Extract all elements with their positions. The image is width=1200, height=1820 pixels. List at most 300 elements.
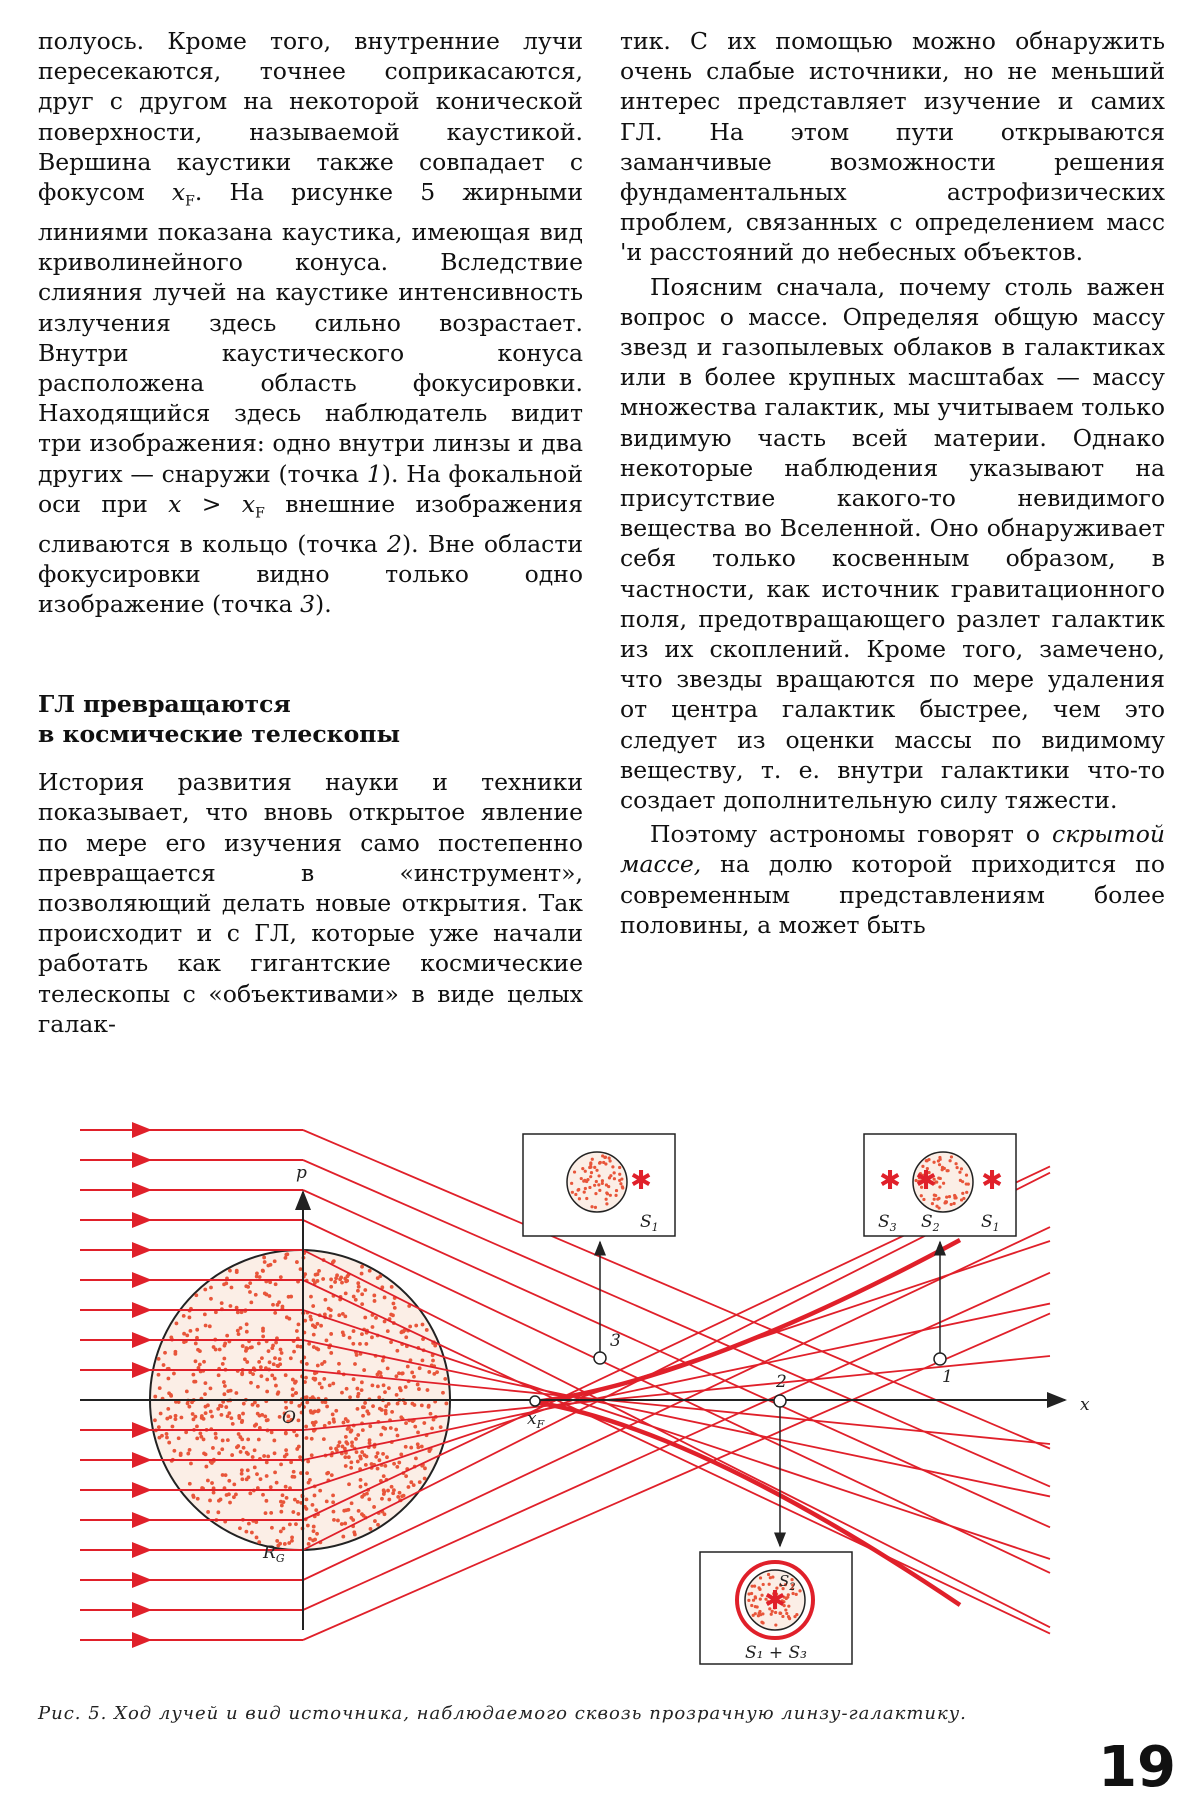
lens-dot: [343, 1522, 347, 1526]
text-run: на долю которой приходится по современным представлениям более половины, а может быть: [620, 850, 1165, 939]
lens-dot: [255, 1472, 259, 1476]
focus-sub: F: [536, 1418, 545, 1431]
lens-dot: [363, 1288, 367, 1292]
lens-dot: [266, 1418, 270, 1422]
inset-dot: [606, 1192, 609, 1195]
lens-dot: [430, 1427, 434, 1431]
lens-dot: [278, 1362, 282, 1366]
inset-dot: [573, 1170, 576, 1173]
right-paragraph-3: [620, 819, 1165, 940]
inset-dot: [589, 1165, 592, 1168]
inset-dot: [933, 1198, 936, 1201]
left-paragraph-1: [38, 26, 583, 619]
lens-dot: [337, 1313, 341, 1317]
lens-dot: [266, 1454, 270, 1458]
inset-dot: [935, 1205, 938, 1208]
inset-dot: [750, 1592, 753, 1595]
lens-dot: [247, 1475, 251, 1479]
lens-dot: [362, 1405, 366, 1409]
lens-dot: [265, 1474, 269, 1478]
lens-dot: [334, 1409, 338, 1413]
lens-dot: [359, 1485, 363, 1489]
lens-dot: [165, 1436, 169, 1440]
lens-dot: [412, 1375, 416, 1379]
figure-caption: Рис. 5. Ход лучей и вид источника, наблюдаемого сквозь прозрачную линзу-галактику.: [38, 1703, 967, 1724]
inset-dot: [967, 1183, 970, 1186]
lens-dot: [313, 1538, 317, 1542]
lens-dot: [410, 1371, 414, 1375]
inset-dot: [946, 1169, 949, 1172]
lens-dot: [274, 1384, 278, 1388]
lens-dot: [222, 1282, 226, 1286]
lens-dot: [220, 1413, 224, 1417]
lens-dot: [423, 1477, 427, 1481]
inset-dot: [960, 1167, 963, 1170]
lens-dot: [291, 1510, 295, 1514]
point-3-marker: [594, 1352, 606, 1364]
lens-dot: [420, 1403, 424, 1407]
inset-dot: [605, 1198, 608, 1201]
lens-dot: [188, 1316, 192, 1320]
lens-dot: [360, 1302, 364, 1306]
inset-dot: [950, 1155, 953, 1158]
lens-dot: [273, 1259, 277, 1263]
lens-dot: [338, 1440, 342, 1444]
lens-dot: [305, 1395, 309, 1399]
focus-point: [530, 1396, 540, 1406]
lens-dot: [357, 1509, 361, 1513]
lens-dot: [426, 1388, 430, 1392]
lens-dot: [305, 1400, 309, 1404]
lens-dot: [206, 1403, 210, 1407]
inset-dot: [582, 1180, 585, 1183]
lens-dot: [194, 1380, 198, 1384]
lens-dot: [248, 1290, 252, 1294]
lens-dot: [203, 1312, 207, 1316]
lens-dot: [322, 1437, 326, 1441]
lens-dot: [289, 1356, 293, 1360]
lens-dot: [382, 1383, 386, 1387]
inset-dot: [767, 1573, 770, 1576]
lens-dot: [241, 1344, 245, 1348]
heading-line-1: ГЛ превращаются: [38, 690, 291, 719]
lens-dot: [284, 1373, 288, 1377]
text-run: Поэтому астрономы говорят о: [650, 820, 1053, 849]
lens-dot: [398, 1491, 402, 1495]
inset-dot: [931, 1202, 934, 1205]
lens-dot: [304, 1376, 308, 1380]
inset-dot: [601, 1179, 604, 1182]
lens-dot: [250, 1345, 254, 1349]
lens-dot: [386, 1329, 390, 1333]
lens-dot: [403, 1401, 407, 1405]
lens-dot: [385, 1455, 389, 1459]
lens-dot: [386, 1366, 390, 1370]
lens-dot: [319, 1324, 323, 1328]
ray-diagram-svg: [0, 1090, 1200, 1700]
lens-dot: [273, 1451, 277, 1455]
lens-dot: [261, 1493, 265, 1497]
left-paragraph-2: История развития науки и техники показывает, что вновь открытое явление по мере его изучения само постепенно превращается в «инструмент», позволяющий делать новые открытия. Так происходит и с ГЛ, которые уже начали работать как гигантские космические телескопы с «объективами» в виде целых галак-: [38, 768, 583, 1038]
lens-dot: [368, 1438, 372, 1442]
lens-dot: [310, 1453, 314, 1457]
lens-dot: [265, 1390, 269, 1394]
lens-dot: [257, 1360, 261, 1364]
lens-dot: [284, 1253, 288, 1257]
lens-dot: [320, 1362, 324, 1366]
lens-dot: [305, 1498, 309, 1502]
lens-dot: [340, 1522, 344, 1526]
inset-dot: [795, 1613, 798, 1616]
lens-dot: [379, 1433, 383, 1437]
lens-dot: [431, 1359, 435, 1363]
lens-dot: [217, 1451, 221, 1455]
lens-dot: [312, 1333, 316, 1337]
lens-dot: [418, 1366, 422, 1370]
lens-dot: [373, 1299, 377, 1303]
inset-dot: [589, 1161, 592, 1164]
lens-dot: [244, 1284, 248, 1288]
lens-dot: [214, 1432, 218, 1436]
inset-dot: [757, 1586, 760, 1589]
lens-dot: [397, 1461, 401, 1465]
lens-dot: [222, 1380, 226, 1384]
inset-2-sum-label: S₁ + S₃: [745, 1643, 807, 1663]
lens-dot: [245, 1451, 249, 1455]
lens-dot: [204, 1381, 208, 1385]
lens-dot: [382, 1474, 386, 1478]
inset-dot: [922, 1198, 925, 1201]
page-number: 19: [1098, 1735, 1176, 1800]
inset-dot: [604, 1156, 607, 1159]
lens-dot: [364, 1463, 368, 1467]
lens-dot: [349, 1430, 353, 1434]
lens-dot: [395, 1393, 399, 1397]
lens-dot: [378, 1407, 382, 1411]
lens-dot: [361, 1428, 365, 1432]
lens-dot: [386, 1489, 390, 1493]
lens-dot: [404, 1421, 408, 1425]
point-ref-1: 1: [366, 459, 382, 488]
inset-dot: [589, 1175, 592, 1178]
lens-dot: [223, 1384, 227, 1388]
lens-dot: [350, 1501, 354, 1505]
lens-dot: [230, 1453, 234, 1457]
point-ref-2: 2: [387, 529, 402, 558]
lens-dot: [282, 1527, 286, 1531]
inset-dot: [571, 1191, 574, 1194]
lens-dot: [237, 1416, 241, 1420]
s-letter: S: [981, 1212, 993, 1232]
lens-dot: [238, 1435, 242, 1439]
inset-dot: [608, 1157, 611, 1160]
lens-dot: [229, 1416, 233, 1420]
lens-dot: [374, 1455, 378, 1459]
lens-dot: [383, 1464, 387, 1468]
lens-dot: [198, 1349, 202, 1353]
lens-dot: [393, 1306, 397, 1310]
lens-dot: [260, 1356, 264, 1360]
lens-dot: [162, 1363, 166, 1367]
lens-dot: [292, 1470, 296, 1474]
lens-dot: [195, 1424, 199, 1428]
lens-dot: [362, 1368, 366, 1372]
lens-dot: [287, 1317, 291, 1321]
lens-dot: [371, 1404, 375, 1408]
lens-dot: [344, 1464, 348, 1468]
lens-dot: [196, 1497, 200, 1501]
lens-dot: [336, 1444, 340, 1448]
lens-dot: [239, 1326, 243, 1330]
lens-dot: [270, 1526, 274, 1530]
inset-dot: [591, 1158, 594, 1161]
inset-dot: [588, 1186, 591, 1189]
lens-dot: [297, 1418, 301, 1422]
lens-dot: [217, 1373, 221, 1377]
inset-dot: [759, 1576, 762, 1579]
inset-dot: [753, 1584, 756, 1587]
lens-dot: [249, 1381, 253, 1385]
lens-dot: [194, 1359, 198, 1363]
inset-dot: [771, 1575, 774, 1578]
lens-dot: [394, 1428, 398, 1432]
inset-dot: [594, 1192, 597, 1195]
lens-dot: [360, 1450, 364, 1454]
lens-dot: [204, 1411, 208, 1415]
lens-dot: [223, 1344, 227, 1348]
lens-dot: [211, 1446, 215, 1450]
inset-dot: [598, 1162, 601, 1165]
lens-dot: [280, 1504, 284, 1508]
lens-dot: [180, 1416, 184, 1420]
inset-dot: [581, 1167, 584, 1170]
s-sub: 1: [651, 1221, 659, 1234]
inset-dot: [580, 1177, 583, 1180]
lens-dot: [285, 1496, 289, 1500]
lens-dot: [250, 1531, 254, 1535]
lens-dot: [208, 1324, 212, 1328]
lens-dot: [189, 1329, 193, 1333]
lens-dot: [261, 1335, 265, 1339]
star-icon: ✱: [915, 1166, 937, 1196]
lens-dot: [243, 1357, 247, 1361]
lens-dot: [325, 1499, 329, 1503]
inset-dot: [939, 1177, 942, 1180]
lens-dot: [274, 1341, 278, 1345]
lens-dot: [316, 1364, 320, 1368]
inset-dot: [584, 1187, 587, 1190]
lens-dot: [292, 1350, 296, 1354]
inset-dot: [949, 1159, 952, 1162]
lens-dot: [187, 1405, 191, 1409]
symbol-sub: F: [185, 193, 195, 210]
lens-dot: [224, 1405, 228, 1409]
lens-dot: [309, 1409, 313, 1413]
s-letter: S: [921, 1212, 933, 1232]
lens-dot: [214, 1436, 218, 1440]
lens-dot: [240, 1371, 244, 1375]
text-run: ).: [315, 590, 332, 619]
inset-dot: [757, 1614, 760, 1617]
lens-dot: [399, 1388, 403, 1392]
lens-dot: [360, 1292, 364, 1296]
inset-dot: [925, 1159, 928, 1162]
text-run: ). На фокальной оси при: [38, 459, 583, 518]
inset-dot: [618, 1166, 621, 1169]
lens-dot: [284, 1448, 288, 1452]
lens-dot: [189, 1462, 193, 1466]
lens-dot: [297, 1404, 301, 1408]
lens-dot: [443, 1377, 447, 1381]
inset-dot: [593, 1166, 596, 1169]
lens-dot: [296, 1512, 300, 1516]
lens-dot: [163, 1351, 167, 1355]
inset-dot: [611, 1165, 614, 1168]
inset-dot: [605, 1202, 608, 1205]
lens-dot: [160, 1434, 164, 1438]
lens-dot: [263, 1260, 267, 1264]
lens-dot: [372, 1505, 376, 1509]
lens-dot: [262, 1454, 266, 1458]
lens-dot: [267, 1349, 271, 1353]
lens-dot: [332, 1420, 336, 1424]
lens-dot: [218, 1348, 222, 1352]
radius-r: R: [263, 1543, 276, 1563]
lens-dot: [399, 1452, 403, 1456]
lens-dot: [208, 1499, 212, 1503]
inset-dot: [620, 1177, 623, 1180]
lens-dot: [357, 1392, 361, 1396]
lens-dot: [198, 1363, 202, 1367]
inset-dot: [788, 1617, 791, 1620]
lens-dot: [404, 1445, 408, 1449]
inset-dot: [754, 1595, 757, 1598]
lens-dot: [421, 1358, 425, 1362]
inset-point-3: [523, 1134, 675, 1236]
lens-dot: [229, 1389, 233, 1393]
lens-dot: [335, 1273, 339, 1277]
lens-dot: [359, 1478, 363, 1482]
lens-dot: [153, 1395, 157, 1399]
lens-dot: [352, 1329, 356, 1333]
lens-dot: [248, 1281, 252, 1285]
lens-dot: [159, 1412, 163, 1416]
lens-dot: [392, 1302, 396, 1306]
lens-dot: [236, 1329, 240, 1333]
lens-dot: [251, 1372, 255, 1376]
lens-dot: [354, 1437, 358, 1441]
lens-dot: [209, 1410, 213, 1414]
lens-dot: [361, 1414, 365, 1418]
lens-dot: [416, 1442, 420, 1446]
lens-dot: [316, 1279, 320, 1283]
lens-dot: [237, 1332, 241, 1336]
lens-dot: [273, 1311, 277, 1315]
inset-dot: [609, 1174, 612, 1177]
lens-dot: [342, 1421, 346, 1425]
lens-dot: [376, 1384, 380, 1388]
lens-dot: [256, 1385, 260, 1389]
lens-dot: [314, 1508, 318, 1512]
inset-dot: [601, 1154, 604, 1157]
inset-dot: [595, 1169, 598, 1172]
lens-dot: [360, 1380, 364, 1384]
lens-dot: [422, 1421, 426, 1425]
lens-dot: [354, 1298, 358, 1302]
lens-dot: [344, 1291, 348, 1295]
lens-dot: [222, 1392, 226, 1396]
lens-dot: [383, 1390, 387, 1394]
lens-dot: [316, 1409, 320, 1413]
lens-dot: [220, 1301, 224, 1305]
lens-dot: [235, 1269, 239, 1273]
lens-dot: [279, 1510, 283, 1514]
lens-dot: [312, 1377, 316, 1381]
inset-dot: [614, 1194, 617, 1197]
text-run: полуось. Кроме того, внутренние лучи пересекаются, точнее соприкасаются, друг с другом на некоторой коничеcкой поверхности, называемой каустикой. Вершина каустики также совпадает с фокусом: [38, 27, 583, 207]
inset-dot: [960, 1198, 963, 1201]
lens-dot: [356, 1281, 360, 1285]
lens-dot: [372, 1294, 376, 1298]
lens-dot: [305, 1362, 309, 1366]
lens-dot: [246, 1437, 250, 1441]
lens-dot: [242, 1402, 246, 1406]
lens-dot: [326, 1471, 330, 1475]
lens-dot: [179, 1452, 183, 1456]
lens-dot: [382, 1488, 386, 1492]
lens-dot: [340, 1281, 344, 1285]
lens-dot: [251, 1403, 255, 1407]
inset-dot: [774, 1623, 777, 1626]
lens-dot: [404, 1385, 408, 1389]
inset-dot: [942, 1182, 945, 1185]
lens-dot: [407, 1485, 411, 1489]
lens-dot: [416, 1430, 420, 1434]
lens-dot: [306, 1524, 310, 1528]
lens-dot: [168, 1415, 172, 1419]
lens-dot: [217, 1499, 221, 1503]
lens-dot: [249, 1300, 253, 1304]
lens-dot: [171, 1425, 175, 1429]
lens-dot: [186, 1452, 190, 1456]
lens-dot: [364, 1342, 368, 1346]
lens-dot: [336, 1519, 340, 1523]
lens-dot: [356, 1460, 360, 1464]
lens-dot: [360, 1272, 364, 1276]
lens-dot: [360, 1388, 364, 1392]
lens-dot: [329, 1278, 333, 1282]
star-icon: ✱: [764, 1586, 786, 1616]
point-1-marker: [934, 1353, 946, 1365]
lens-dot: [273, 1377, 277, 1381]
lens-dot: [343, 1314, 347, 1318]
lens-dot: [290, 1535, 294, 1539]
lens-dot: [389, 1313, 393, 1317]
lens-dot: [381, 1359, 385, 1363]
star-icon: ✱: [981, 1166, 1003, 1196]
lens-dot: [220, 1447, 224, 1451]
lens-dot: [317, 1269, 321, 1273]
lens-dot: [304, 1425, 308, 1429]
lens-dot: [402, 1494, 406, 1498]
lens-dot: [275, 1481, 279, 1485]
lens-dot: [322, 1377, 326, 1381]
inset-dot: [759, 1597, 762, 1600]
inset-dot: [595, 1180, 598, 1183]
lens-dot: [340, 1391, 344, 1395]
lens-dot: [329, 1314, 333, 1318]
lens-dot: [194, 1342, 198, 1346]
